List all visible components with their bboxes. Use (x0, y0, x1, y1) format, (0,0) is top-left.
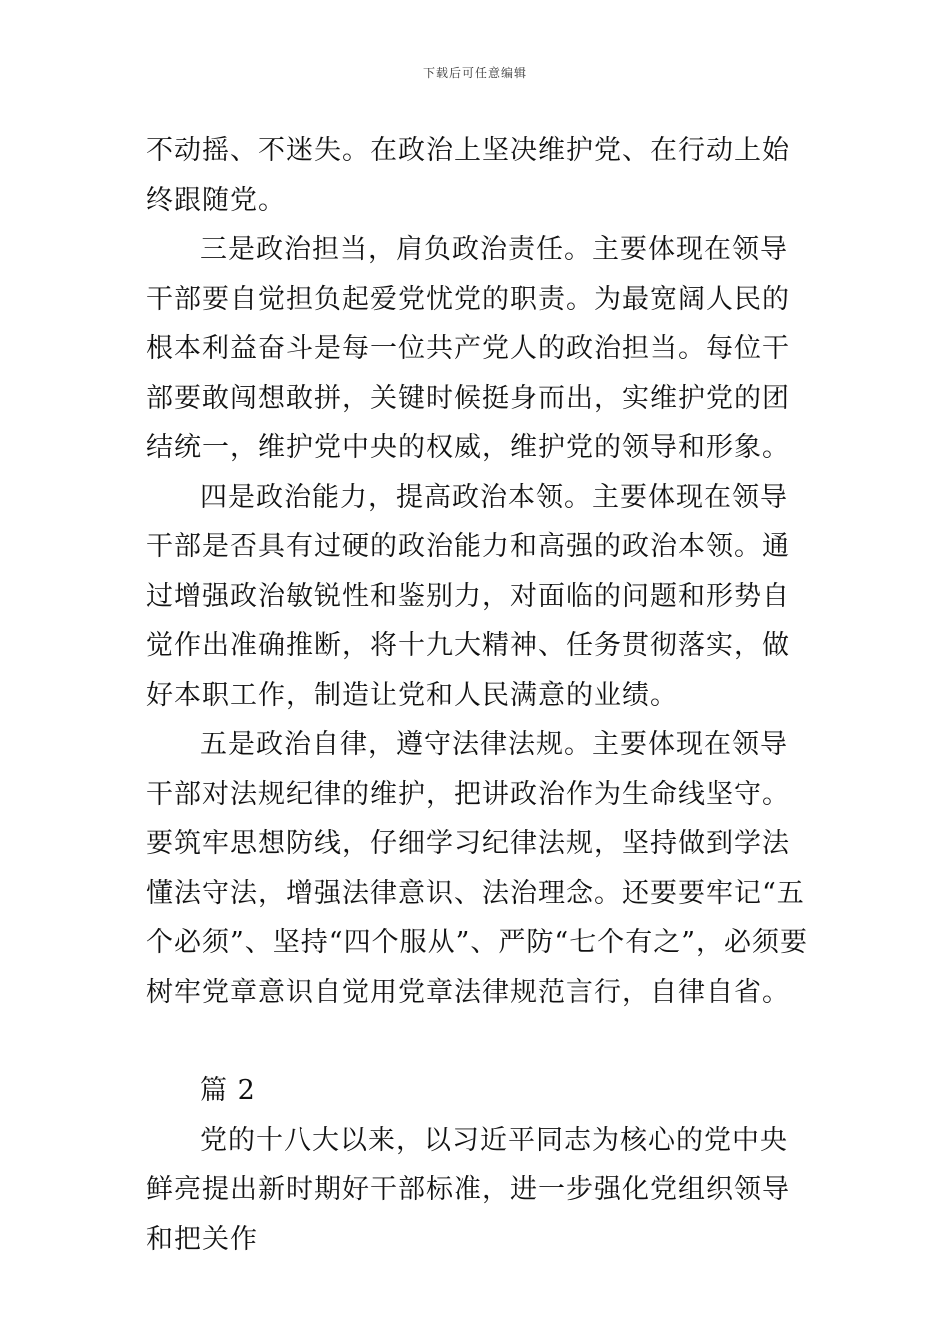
page-header: 下载后可任意编辑 (422, 66, 527, 80)
paragraph-continuation: 不动摇、不迷失。在政治上坚决维护党、在行动上始终跟随党。 (146, 135, 790, 216)
paragraph-political-ability: 四是政治能力，提高政治本领。主要体现在领导干部是否具有过硬的政治能力和高强的政治本领。通过增强政治敏锐性和鉴别力，对面临的问题和形势自觉作出准确推断，将十九大精神、任务贯彻落实，做好本职工作，制造让党和人民满意的业绩。 (146, 481, 790, 711)
document-body (146, 126, 808, 1264)
paragraph-section-2-intro: 党的十八大以来，以习近平同志为核心的党中央鲜亮提出新时期好干部标准，进一步强化党组织领导和把关作 (146, 1124, 790, 1255)
paragraph-political-self-discipline: 五是政治自律，遵守法律法规。主要体现在领导干部对法规纪律的维护，把讲政治作为生命线坚守。要筑牢思想防线，仔细学习纪律法规，坚持做到学法懂法守法，增强法律意识、法治理念。还要要牢记“五个必须”、坚持“四个服从”、严防“七个有之”，必须要树牢党章意识自觉用党章法律规范言行，自律自省。 (146, 729, 809, 1008)
section-heading: 篇 2 (200, 1075, 256, 1106)
paragraph-political-responsibility: 三是政治担当，肩负政治责任。主要体现在领导干部要自觉担负起爱党忧党的职责。为最宽阔人民的根本利益奋斗是每一位共产党人的政治担当。每位干部要敢闯想敢拼，关键时候挺身而出，实维护党的团结统一，维护党中央的权威，维护党的领导和形象。 (146, 234, 790, 463)
